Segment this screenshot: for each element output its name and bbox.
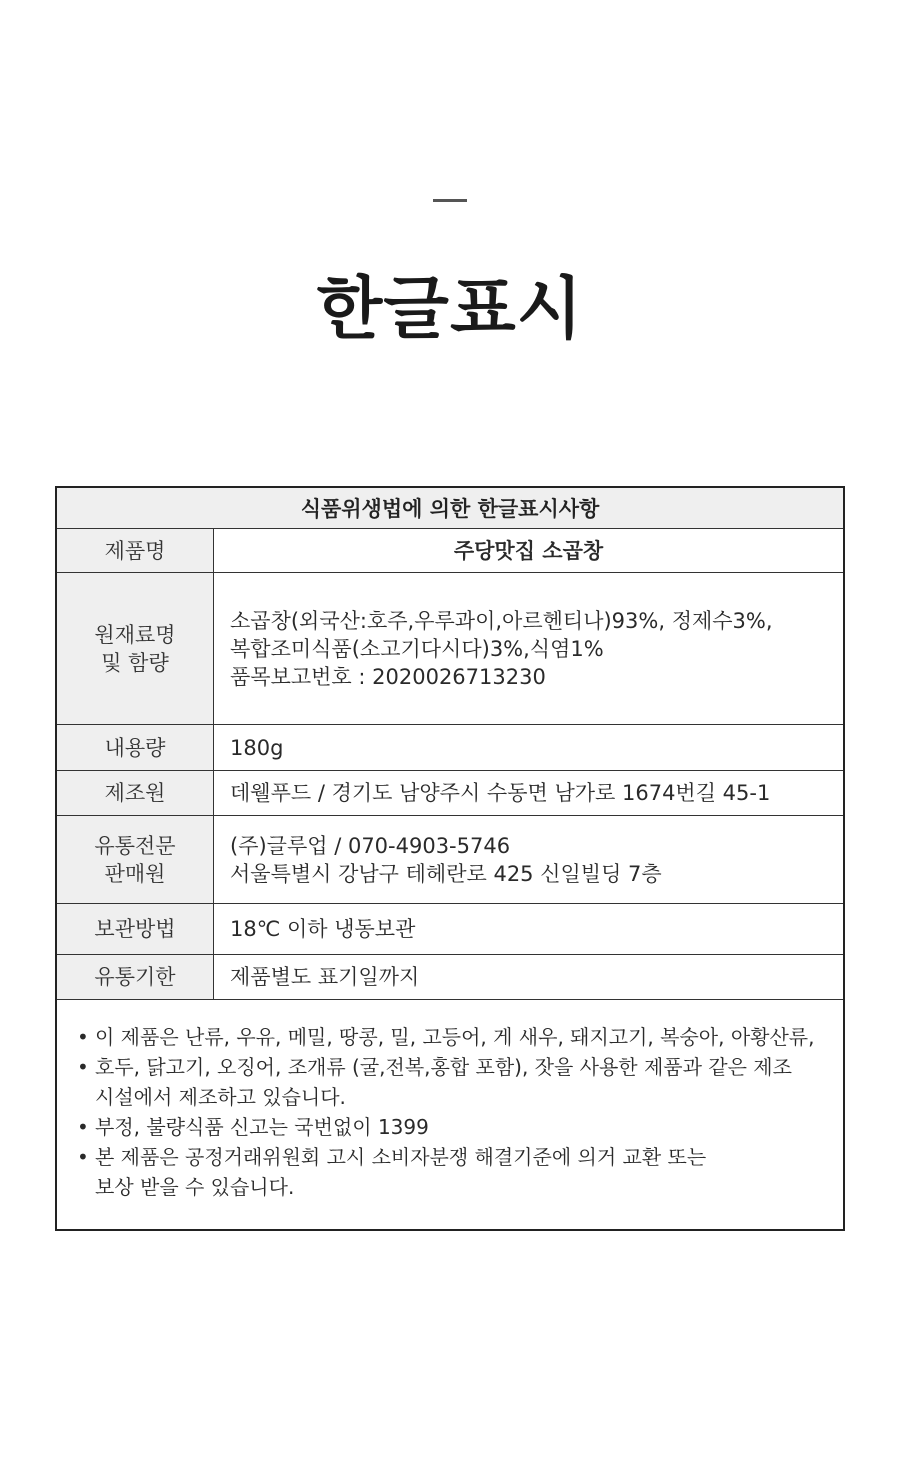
ingredients-value xyxy=(214,573,843,724)
bullet-dot: • xyxy=(77,1025,89,1049)
product-name-text: 주당맛집 소곱창 xyxy=(453,538,604,563)
bullet-dot: • xyxy=(77,1115,89,1139)
product-name-label: 제품명 xyxy=(57,529,214,572)
manufacturer-text: 데웰푸드 / 경기도 남양주시 수동면 남가로 1674번길 45-1 xyxy=(230,781,771,805)
note-item xyxy=(77,1142,829,1202)
expiry-value xyxy=(214,955,843,999)
storage-value xyxy=(214,904,843,954)
title-divider-dash xyxy=(433,199,467,202)
page-title: 한글표시 xyxy=(316,270,584,349)
note-text: 부정, 불량식품 신고는 국번없이 1399 xyxy=(95,1115,429,1139)
distributor-value xyxy=(214,816,843,903)
volume-value xyxy=(214,725,843,770)
manufacturer-label: 제조원 xyxy=(57,771,214,815)
note-text: 호두, 닭고기, 오징어, 조개류 (굴,전복,홍합 포함), 잣을 사용한 제품과 같은 제조 시설에서 제조하고 있습니다. xyxy=(95,1055,792,1109)
row-product-name xyxy=(57,528,843,572)
label-table-header: 식품위생법에 의한 한글표시사항 xyxy=(57,488,843,528)
report-number-line: 품목보고번호 : 2020026713230 xyxy=(230,664,546,689)
product-name-value xyxy=(214,529,843,572)
expiry-text: 제품별도 표기일까지 xyxy=(230,965,420,989)
expiry-label: 유통기한 xyxy=(57,955,214,999)
row-ingredients xyxy=(57,572,843,724)
row-distributor xyxy=(57,815,843,903)
row-manufacturer xyxy=(57,770,843,815)
storage-text: 18℃ 이하 냉동보관 xyxy=(230,917,416,941)
storage-label: 보관방법 xyxy=(57,904,214,954)
note-item xyxy=(77,1112,829,1142)
volume-label: 내용량 xyxy=(57,725,214,770)
distributor-contact: (주)글루업 / 070-4903-5746 xyxy=(230,833,511,858)
ingredients-label: 원재료명 및 함량 xyxy=(57,573,214,724)
manufacturer-value xyxy=(214,771,843,815)
row-storage xyxy=(57,903,843,954)
notes-section xyxy=(57,999,843,1229)
distributor-label: 유통전문 판매원 xyxy=(57,816,214,903)
korean-label-table xyxy=(55,486,845,1231)
bullet-dot: • xyxy=(77,1145,89,1169)
distributor-address: 서울특별시 강남구 테헤란로 425 신일빌딩 7층 xyxy=(230,861,662,886)
note-text: 이 제품은 난류, 우유, 메밀, 땅콩, 밀, 고등어, 게 새우, 돼지고기, 복숭아, 아황산류, xyxy=(95,1025,815,1049)
note-item xyxy=(77,1022,829,1052)
row-expiry xyxy=(57,954,843,999)
ingredients-line: 소곱창(외국산:호주,우루과이,아르헨티나)93%, 정제수3%, xyxy=(230,608,773,633)
note-text: 본 제품은 공정거래위원회 고시 소비자분쟁 해결기준에 의거 교환 또는 보상 받을 수 있습니다. xyxy=(95,1145,707,1199)
volume-text: 180g xyxy=(230,735,284,760)
row-volume xyxy=(57,724,843,770)
bullet-dot: • xyxy=(77,1055,89,1079)
ingredients-line: 복합조미식품(소고기다시다)3%,식염1% xyxy=(230,636,604,661)
note-item xyxy=(77,1052,829,1112)
